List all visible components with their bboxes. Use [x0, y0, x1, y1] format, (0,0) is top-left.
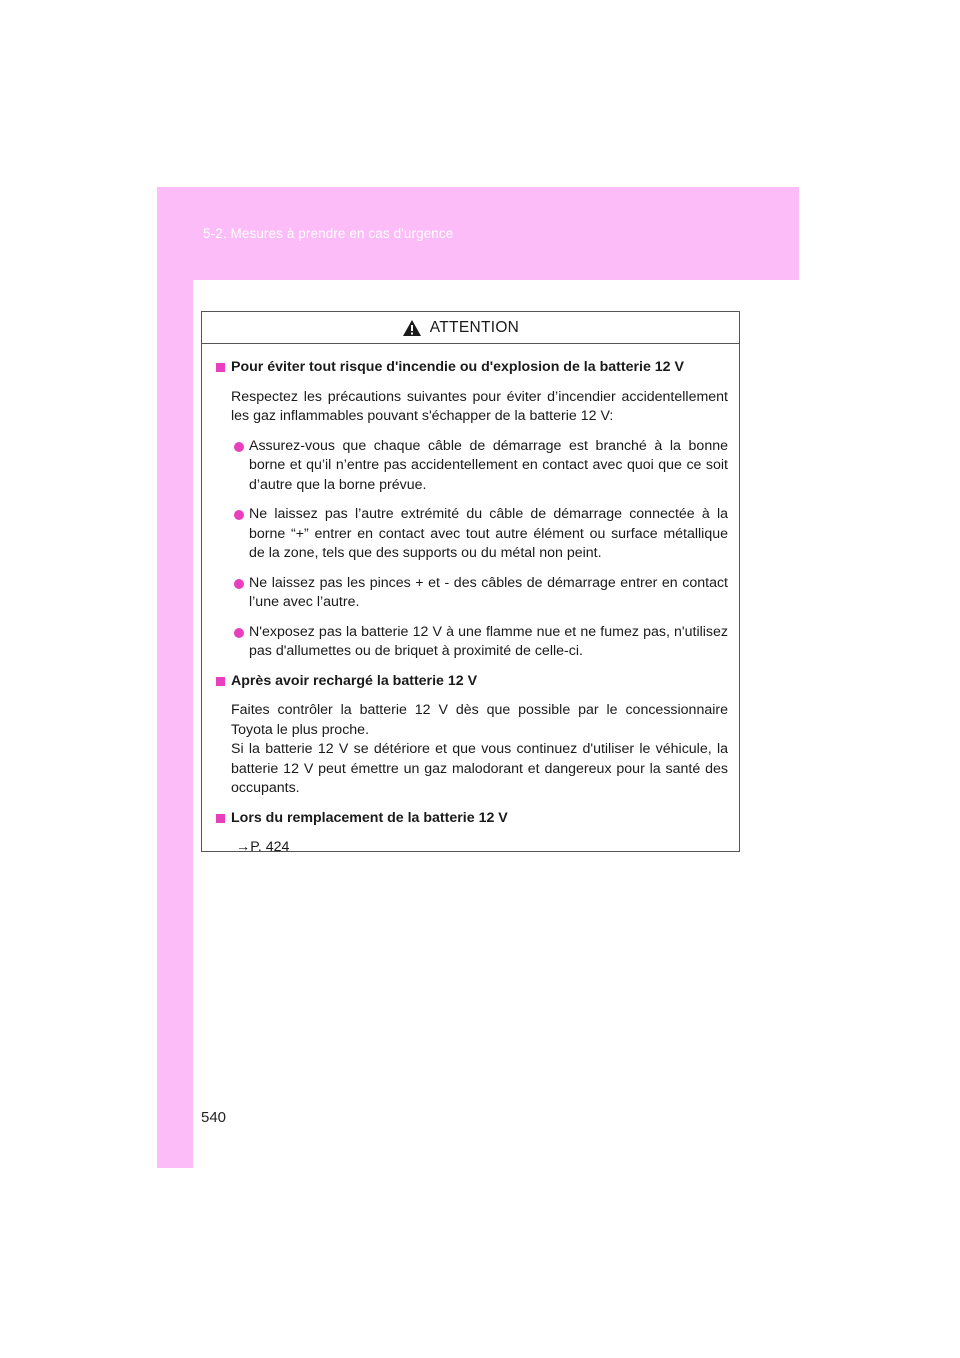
warning-box [201, 311, 740, 855]
square-bullet-icon [216, 814, 225, 823]
warning-title: ATTENTION [429, 318, 520, 336]
section-heading-fire: Pour éviter tout risque d'incendie ou d'explosion de la batterie 12 V [216, 358, 728, 378]
bullet-item: Ne laissez pas les pinces + et - des câbles de démarrage entrer en contact l’une avec l’autre. [216, 574, 728, 613]
round-bullet-icon [234, 442, 244, 452]
warning-header [202, 312, 739, 344]
section-heading-recharge: Après avoir rechargé la batterie 12 V [216, 672, 728, 692]
page-number: 540 [201, 1109, 227, 1126]
bullet-item: Assurez-vous que chaque câble de démarrage est branché à la bonne borne et qu’il n’entre pas accidentellement en contact avec quoi que ce soit d’autre que la borne prévue. [216, 437, 728, 496]
recharge-paragraph: Faites contrôler la batterie 12 V dès que possible par le concessionnaire Toyota le plus proche. Si la batterie 12 V se détériore et que vous continuez d'utiliser le véhicule, la batterie 12 V peut émettre un gaz malodorant et dangereux pour la santé des occupants. [231, 702, 728, 796]
warning-body [202, 344, 739, 858]
section-heading-replace: Lors du remplacement de la batterie 12 V [216, 809, 728, 829]
bullet-item: Ne laissez pas l’autre extrémité du câble de démarrage connectée à la borne “+” entrer en contact avec tout autre élément ou surface métallique de la zone, tels que des supports ou du métal non peint. [216, 505, 728, 564]
round-bullet-icon [234, 510, 244, 520]
page-reference-link[interactable]: →P. 424 [236, 839, 290, 855]
square-bullet-icon [216, 677, 225, 686]
round-bullet-icon [234, 579, 244, 589]
side-color-band [157, 187, 193, 1168]
section-title: 5-2. Mesures à prendre en cas d'urgence [203, 226, 454, 241]
bullet-item: N'exposez pas la batterie 12 V à une flamme nue et ne fumez pas, n'utilisez pas d'allumettes ou de briquet à proximité de celle-ci. [216, 623, 728, 662]
round-bullet-icon [234, 628, 244, 638]
warning-triangle-icon [402, 319, 422, 337]
square-bullet-icon [216, 363, 225, 372]
intro-paragraph: Respectez les précautions suivantes pour éviter d’incendier accidentellement les gaz inflammables pouvant s'échapper de la batterie 12 V: [231, 388, 728, 424]
